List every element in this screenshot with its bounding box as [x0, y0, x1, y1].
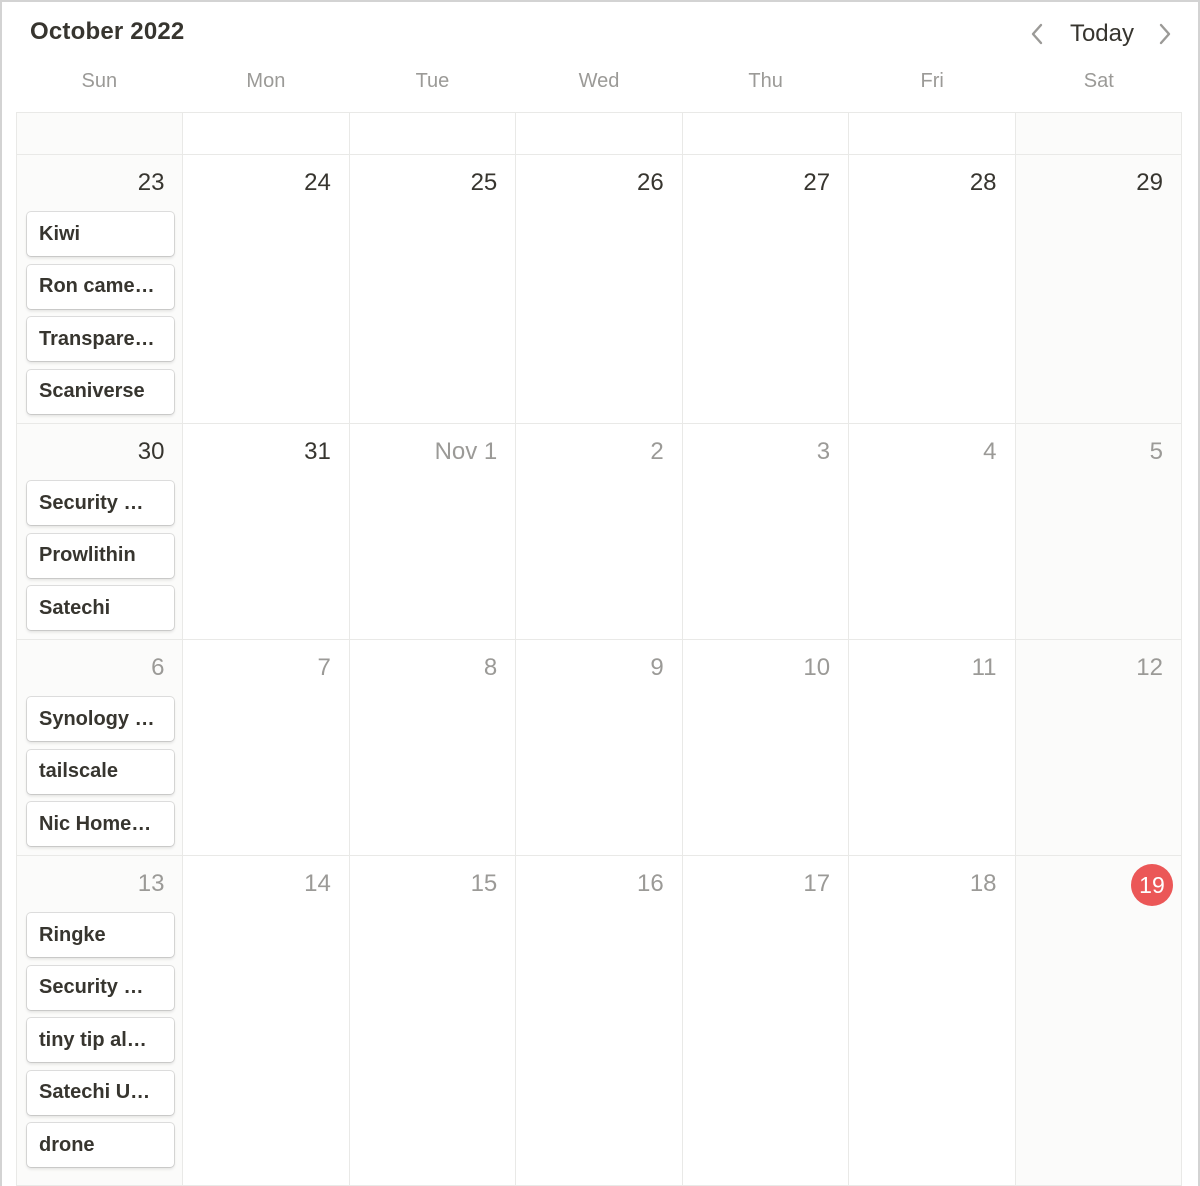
- day-cell[interactable]: [683, 640, 849, 855]
- weekday-label: Sat: [1083, 70, 1114, 92]
- day-number: 30: [137, 438, 165, 465]
- day-cell[interactable]: [1016, 155, 1182, 423]
- day-cell[interactable]: [17, 113, 183, 154]
- calendar-grid: [16, 112, 1182, 1186]
- day-number: 3: [816, 438, 831, 465]
- day-cell[interactable]: [516, 856, 682, 1185]
- day-number: 29: [1136, 169, 1163, 196]
- day-cell[interactable]: [183, 113, 349, 154]
- event-card[interactable]: Satechi U…: [27, 1071, 174, 1115]
- weekday-label: Fri: [920, 70, 944, 92]
- week-row: [17, 640, 1182, 856]
- event-card[interactable]: Nic Home…: [27, 802, 174, 846]
- day-number: 5: [1149, 438, 1163, 465]
- day-cell[interactable]: [516, 155, 682, 423]
- event-list: [27, 913, 174, 1176]
- day-number: 6: [151, 654, 165, 681]
- day-cell[interactable]: [17, 155, 183, 423]
- next-month-button[interactable]: [1150, 18, 1180, 50]
- event-card[interactable]: Kiwi: [27, 212, 174, 256]
- day-cell[interactable]: [183, 155, 349, 423]
- day-number: 25: [470, 169, 498, 196]
- day-cell[interactable]: [849, 856, 1015, 1185]
- day-cell[interactable]: [350, 856, 516, 1185]
- weekday-label: Thu: [748, 70, 783, 92]
- day-number: 15: [470, 870, 498, 897]
- day-cell[interactable]: [1016, 640, 1182, 855]
- day-number: 13: [137, 870, 165, 897]
- weekday-label: Tue: [415, 70, 450, 92]
- day-cell[interactable]: [516, 640, 682, 855]
- day-cell[interactable]: [683, 856, 849, 1185]
- day-cell[interactable]: [183, 424, 349, 639]
- week-row: [17, 424, 1182, 640]
- day-cell[interactable]: [350, 424, 516, 639]
- today-date-badge: 19: [1131, 864, 1173, 906]
- weekday-label: Wed: [578, 70, 620, 92]
- event-card[interactable]: Transpare…: [27, 317, 174, 361]
- event-card[interactable]: Security …: [27, 966, 174, 1010]
- event-list: [27, 697, 174, 855]
- event-card[interactable]: Synology …: [27, 697, 174, 741]
- day-number: 2: [650, 438, 664, 465]
- day-cell[interactable]: [849, 424, 1015, 639]
- day-cell[interactable]: [350, 640, 516, 855]
- calendar-header: [30, 16, 1180, 52]
- weekday-header-row: [16, 70, 1182, 100]
- week-row: [17, 113, 1182, 155]
- weekday-label: Sun: [81, 70, 118, 92]
- day-cell[interactable]: [683, 424, 849, 639]
- day-number: Nov 1: [434, 438, 498, 465]
- day-cell[interactable]: [683, 155, 849, 423]
- day-cell[interactable]: [17, 640, 183, 855]
- week-row: [17, 856, 1182, 1186]
- event-list: [27, 212, 174, 422]
- day-number: 27: [803, 169, 831, 196]
- day-number: 28: [969, 169, 997, 196]
- chevron-left-icon: [1030, 23, 1044, 45]
- day-cell[interactable]: [1016, 856, 1182, 1185]
- day-cell[interactable]: [849, 113, 1015, 154]
- day-number: 14: [304, 870, 331, 897]
- event-card[interactable]: Ron came…: [27, 265, 174, 309]
- event-card[interactable]: tailscale: [27, 750, 174, 794]
- day-cell[interactable]: [17, 424, 183, 639]
- day-cell[interactable]: [183, 640, 349, 855]
- event-card[interactable]: Ringke: [27, 913, 174, 957]
- day-number: 7: [317, 654, 331, 681]
- month-title: October 2022: [30, 18, 185, 45]
- event-card[interactable]: tiny tip al…: [27, 1018, 174, 1062]
- day-number: 10: [803, 654, 831, 681]
- day-cell[interactable]: [683, 113, 849, 154]
- event-list: [27, 481, 174, 639]
- day-number: 18: [969, 870, 997, 897]
- day-cell[interactable]: [516, 424, 682, 639]
- day-number: 8: [483, 654, 498, 681]
- today-button[interactable]: Today: [1069, 20, 1134, 47]
- day-number: 26: [636, 169, 664, 196]
- day-cell[interactable]: [1016, 113, 1182, 154]
- day-cell[interactable]: [350, 155, 516, 423]
- day-cell[interactable]: [350, 113, 516, 154]
- day-cell[interactable]: [849, 155, 1015, 423]
- day-number: 4: [983, 438, 997, 465]
- day-number: 31: [304, 438, 331, 465]
- week-row: [17, 155, 1182, 424]
- day-cell[interactable]: [516, 113, 682, 154]
- day-cell[interactable]: [17, 856, 183, 1185]
- chevron-right-icon: [1158, 23, 1172, 45]
- event-card[interactable]: Scaniverse: [27, 370, 174, 414]
- day-cell[interactable]: [183, 856, 349, 1185]
- day-number: 12: [1136, 654, 1163, 681]
- day-number: 23: [137, 169, 165, 196]
- month-navigation: [1022, 16, 1180, 52]
- previous-month-button[interactable]: [1022, 18, 1052, 50]
- day-cell[interactable]: [849, 640, 1015, 855]
- event-card[interactable]: Satechi: [27, 586, 174, 630]
- weekday-label: Mon: [246, 70, 286, 92]
- event-card[interactable]: drone: [27, 1123, 174, 1167]
- day-number: 24: [304, 169, 331, 196]
- day-number: 11: [971, 654, 997, 681]
- event-card[interactable]: Prowlithin: [27, 534, 174, 578]
- day-number: 17: [803, 870, 831, 897]
- event-card[interactable]: Security …: [27, 481, 174, 525]
- day-number: 16: [636, 870, 664, 897]
- day-cell[interactable]: [1016, 424, 1182, 639]
- day-number: 9: [650, 654, 664, 681]
